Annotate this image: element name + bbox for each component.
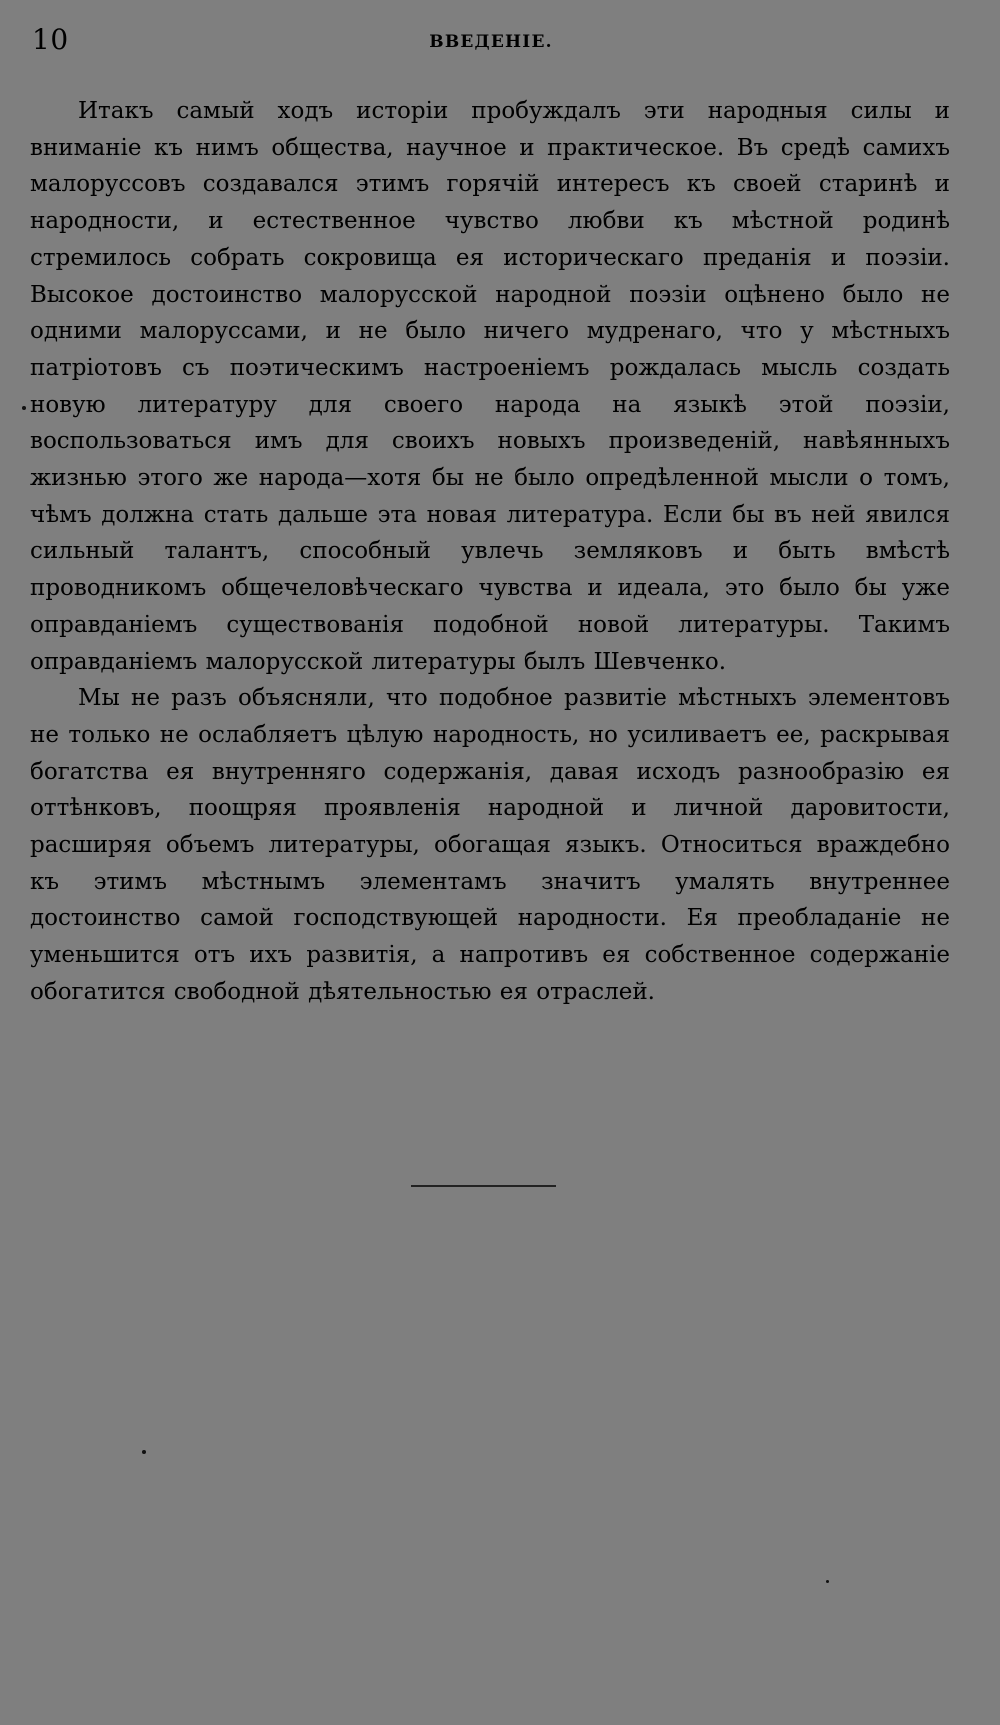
body-text [30,93,950,1011]
running-title: ВВЕДЕНІЕ. [429,32,553,52]
page-number: 10 [32,23,69,56]
margin-speck [22,406,26,410]
section-end-rule [411,1185,556,1187]
running-head [32,20,950,64]
paragraph-1: Итакъ самый ходъ исторіи пробуждалъ эти народныя силы и вниманіе къ нимъ общества, научное и практическое. Въ средѣ самихъ малоруссовъ создавался этимъ горячій интересъ къ своей старинѣ и народности, и естественное чувство любви къ мѣстной родинѣ стремилось собрать сокровища ея историческаго преданія и поэзіи. Высокое достоинство малорусской народной поэзіи оцѣнено было не одними малоруссами, и не было ничего мудренаго, что у мѣстныхъ патріотовъ съ поэтическимъ настроеніемъ рождалась мысль создать новую литературу для своего народа на языкѣ этой поэзіи, воспользоваться имъ для своихъ новыхъ произведеній, навѣянныхъ жизнью этого же народа—хотя бы не было опредѣленной мысли о томъ, чѣмъ должна стать дальше эта новая литература. Если бы въ ней явился сильный талантъ, способный увлечь земляковъ и быть вмѣстѣ проводникомъ общечеловѣческаго чувства и идеала, это было бы уже оправданіемъ существованія подобной новой литературы. Такимъ оправданіемъ малорусской литературы былъ Шевченко. [30,98,950,675]
paragraph-2: Мы не разъ объясняли, что подобное развитіе мѣстныхъ элементовъ не только не ослабляетъ цѣлую народность, но усиливаетъ ее, раскрывая богатства ея внутренняго содержанія, давая исходъ разнообразію ея оттѣнковъ, поощряя проявленія народной и личной даровитости, расширяя объемъ литературы, обогащая языкъ. Относиться враждебно къ этимъ мѣстнымъ элементамъ значитъ умалять внутреннее достоинство самой господствующей народности. Ея преобладаніе не уменьшится отъ ихъ развитія, а напротивъ ея собственное содержаніе обогатится свободной дѣятельностью ея отраслей. [30,685,950,1005]
corner-speck [826,1580,829,1583]
ink-speck [142,1450,146,1454]
